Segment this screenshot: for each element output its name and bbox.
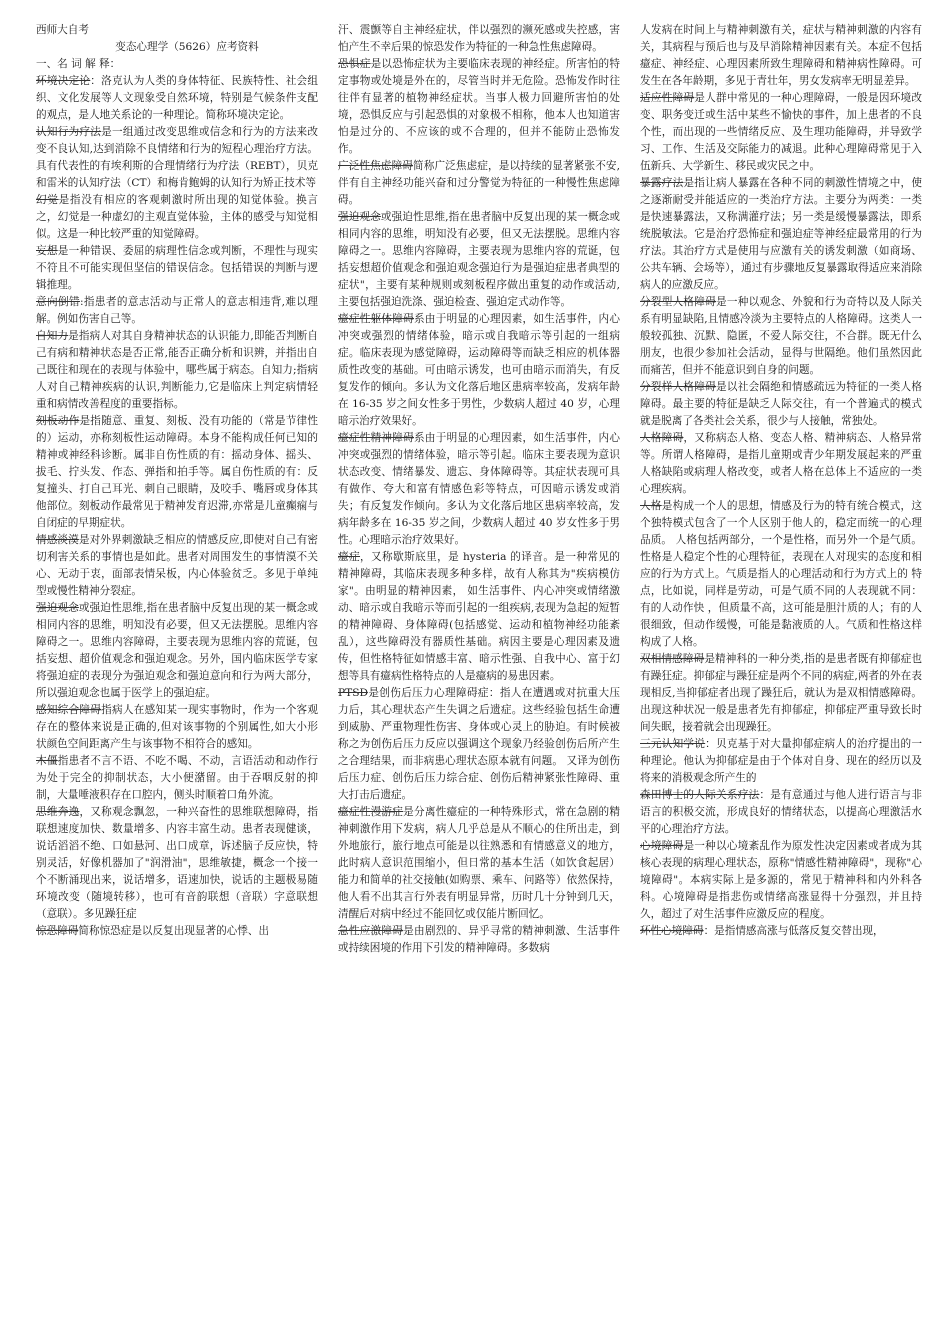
definition-text: 是由剧烈的、异乎寻常的精神刺激、生活事件或持续困境的作用下引发的精神障碍。多数病 bbox=[338, 925, 620, 954]
definition-entry bbox=[338, 804, 620, 923]
definition-text: 或强迫性思维,指在患者脑中反复出现的某一概念或相同内容的思维，明知没有必要，但又无法摆脱。思维内容障碍之一。思维内容障碍，主要表现为思维内容的荒诞，包括妄想、超价值观念和强迫观念。另外，国内临床医学专家将强迫症的表现分为强迫观念和强迫意向和行为两大部分，所以强迫观念也属于医学上的强迫症。 bbox=[36, 602, 318, 699]
definition-entry bbox=[36, 124, 318, 192]
definition-term: 强迫观念 bbox=[36, 602, 79, 614]
definition-text: 是构成一个人的思想，情感及行为的特有统合模式，这个独特模式包含了一个人区别于他人的，稳定而统一的心理品质。 人格包括两部分，一个是性格，而另外一个是气质。性格是人稳定个性的心理特征，表现在人对现实的态度和相应的行为方式上。气质是指人的心理活动和行为方式上的 特点，比如说，同样是劳动，可是气质不同的人表现就不同：有的人动作快 ，但质量不高，这可能是胆汁质的人；有的人很细致，但动作缓慢，可能是黏液质的人。气质和性格这样构成了人格。 bbox=[640, 500, 922, 648]
definition-text: :指患者的意志活动与正常人的意志相违背,难以理解。例如伤害自己等。 bbox=[36, 296, 318, 325]
definition-term: 急性应激障碍 bbox=[338, 925, 404, 937]
definition-term: 环性心境障碍 bbox=[640, 925, 704, 937]
definition-term: 癔症性精神障碍 bbox=[338, 432, 414, 444]
definition-text: ：贝克基于对大量抑郁症病人的治疗提出的一种理论。他认为抑郁症是由于个体对自身、现在的经历以及将来的消极观念所产生的 bbox=[640, 738, 922, 784]
definition-text: 是指没有相应的客观刺激时所出现的知觉体验。换言之，幻觉是一种虚幻的主观直觉体验，主体的感受与知觉相似。这是一种比较严重的知觉障碍。 bbox=[36, 194, 318, 240]
definition-text: 指病人在感知某一现实事物时，作为一个客观存在的整体来说是正确的,但对该事物的个别属性,如大小形状颜色空间距离产生与该事物不相符合的感知。 bbox=[36, 704, 318, 750]
definition-text: 是指病人对其自身精神状态的认识能力,即能否判断自己有病和精神状态是否正常,能否正确分析和识辨，并指出自己既往和现在的表现与体验中，哪些属于病态。自知力;指病人对自己精神疾病的认识,判断能力,它是临床上判定病情轻重和病情改善程度的重要指标。 bbox=[36, 330, 318, 410]
definition-text: 是以社会隔绝和情感疏远为特征的一类人格障碍。最主要的特征是缺乏人际交往，有一个普遍式的模式就是脱离了各类社会关系，很少与人接触，常独处。 bbox=[640, 381, 922, 427]
definition-entry bbox=[338, 22, 620, 56]
section-heading: 一、名 词 解 释： bbox=[36, 58, 121, 70]
definition-entry bbox=[640, 736, 922, 787]
definition-text: 是一种以心境紊乱作为原发性决定因素或者成为其核心表现的病理心理状态，原称"情感性精神障碍"，现称"心境障碍"。本病实际上是多源的，常见于精神科和内外科各科。心境障碍是指悲伤或情绪高涨显得十分强烈，并且持久，超过了对生活事件应激反应的程度。 bbox=[640, 840, 922, 920]
definition-term: 强迫观念 bbox=[338, 211, 381, 223]
definition-term: 人格 bbox=[640, 500, 662, 512]
document-page bbox=[36, 22, 922, 1322]
definition-term: 癔症性漫游症 bbox=[338, 806, 404, 818]
definition-text: 是一种错误、委屈的病理性信念或判断，不理性与现实不符且不可能实现但坚信的错误信念。包括错误的判断与逻辑推理。 bbox=[36, 245, 318, 291]
definition-text: 汗、震颤等自主神经症状，伴以强烈的濒死感或失控感，害怕产生不幸后果的惊恐发作为特征的一种急性焦虑障碍。 bbox=[338, 24, 620, 53]
definition-term: 刻板动作 bbox=[36, 415, 80, 427]
definition-term: 森田博士的人际关系疗法 bbox=[640, 789, 760, 801]
definition-text: 是以恐怖症状为主要临床表现的神经症。所害怕的特定事物或处境是外在的，尽管当时并无危险。恐怖发作时往往伴有显著的植物神经症状。当事人极力回避所害怕的处境，恐惧反应与引起恐惧的对象极不相称，他本人也知道害怕是过分的、不应该的或不合理的，但并不能防止恐怖发作。 bbox=[338, 58, 620, 155]
definition-text: 是一组通过改变思维或信念和行为的方法来改变不良认知,达到消除不良情绪和行为的短程心理治疗方法。具有代表性的有埃利斯的合理情绪行为疗法（REBT），贝克和雷米的认知疗法（CT）和梅肯鲍姆的认知行为矫正技术等 bbox=[36, 126, 318, 189]
definition-text: 简称惊恐症是以反复出现显著的心悸、出 bbox=[78, 925, 270, 937]
definition-text: 是指随意、重复、刻板、没有功能的（常是节律性的）运动，亦称刻板性运动障碍。本身不能构成任何已知的精神或神经科诊断。属非自伤性质的有：摇动身体、摇头、拔毛、拧头发、作态、弹指和拍手等。属自伤性质的有：反复撞头、打自己耳光、刺自己眼睛，及咬手、嘴唇或身体其他部位。刻板动作最常见于精神发育迟滞,亦常是儿童癫痫与自闭症的早期症状。 bbox=[36, 415, 318, 529]
definition-entry bbox=[36, 243, 318, 294]
document-title: 变态心理学（5626）应考资料 bbox=[115, 41, 259, 53]
definition-term: 情感淡漠 bbox=[36, 534, 79, 546]
definition-entry bbox=[338, 549, 620, 685]
definition-entry bbox=[36, 923, 318, 940]
definition-text: 系由于明显的心理因素，如生活事件，内心冲突或强烈的情绪体验，暗示或自我暗示等引起的一组病症。临床表现为感觉障碍，运动障碍等而缺乏相应的机体器质性改变的基础。可由暗示诱发，也可由暗示而消失，有反复发作的倾向。多认为文化落后地区患病率较高，发病年龄在 16-35 岁之间女性多于男性，少数病人超过 40 岁，心理暗示治疗效果好。 bbox=[338, 313, 620, 427]
definition-term: 自知力 bbox=[36, 330, 69, 342]
text-column-3 bbox=[640, 22, 922, 1322]
definition-entry bbox=[338, 311, 620, 430]
definition-entry bbox=[640, 430, 922, 498]
definition-term: 三元认知学说 bbox=[640, 738, 706, 750]
definition-term: 癔症性躯体障碍 bbox=[338, 313, 414, 325]
definition-term: 分裂样人格障碍 bbox=[640, 381, 716, 393]
definition-text: ：是指情感高涨与低落反复交替出现， bbox=[703, 925, 884, 937]
definition-term: 心境障碍 bbox=[640, 840, 684, 852]
definition-text: 是精神科的一种分类,指的是患者既有抑郁症也有躁狂症。抑郁症与躁狂症是两个不同的病症,两者的外在表现相反,当抑郁症者出现了躁狂后，就认为是双相情感障碍。 出现这种状况一般是患者先有抑郁症，抑郁症严重导致长时间失眠，接着就会出现躁狂。 bbox=[640, 653, 922, 733]
definition-term: 恐惧症 bbox=[338, 58, 371, 70]
definition-term: PTSD bbox=[338, 687, 368, 699]
definition-entry bbox=[338, 158, 620, 209]
definition-entry bbox=[640, 90, 922, 175]
definition-entry bbox=[338, 430, 620, 549]
school-header: 西师大自考 bbox=[36, 24, 89, 36]
text-column-1 bbox=[36, 22, 318, 1322]
definition-text: 是分离性癔症的一种特殊形式，常在急剧的精神刺激作用下发病，病人几乎总是从不顺心的住所出走，到外地旅行，旅行地点可能是以往熟悉和有情感意义的地方，此时病人意识范围缩小，但日常的基本生活（如饮食起居）能力和简单的社交接触(如购票、乘车、问路等）依然保持，他人看不出其言行外表有明显异常，历时几十分钟到几天，清醒后对病中经过不能回忆或仅能片断回忆。 bbox=[338, 806, 620, 920]
definition-entry bbox=[640, 379, 922, 430]
definition-text: 是人群中常见的一种心理障碍，一般是因环境改变、职务变迁或生活中某些不愉快的事件，加上患者的不良个性，而出现的一些情绪反应、及生理功能障碍，并导致学习、工作、生活及交际能力的减退。此种心理障碍常见于入伍新兵、大学新生、移民或灾民之中。 bbox=[640, 92, 922, 172]
definition-text: ，又称歇斯底里，是 hysteria 的译音。是一种常见的精神障碍，其临床表现多种多样，故有人称其为"疾病模仿家"。由明显的精神因素， 如生活事件、内心冲突或情绪激动、暗示或自我暗示等而引起的一组疾病,表现为急起的短暂的精神障碍、身体障碍(包括感觉、运动和植物神经功能紊乱），这些障碍没有器质性基础。病因主要是心理因素及遗传，但性格特征如情感丰富、暗示性强、自我中心、富于幻想等具有癔病性格特点的人是癔病的易患因素。 bbox=[338, 551, 620, 682]
definition-term: 癔症 bbox=[338, 551, 361, 563]
definition-term: 双相情感障碍 bbox=[640, 653, 705, 665]
definition-entry bbox=[36, 192, 318, 243]
definition-term: 意向倒错 bbox=[36, 296, 80, 308]
definition-entry bbox=[36, 804, 318, 923]
definition-entry bbox=[338, 56, 620, 158]
definition-entry bbox=[338, 923, 620, 957]
text-column-2 bbox=[338, 22, 620, 1322]
definition-entry bbox=[36, 702, 318, 753]
definition-entry bbox=[36, 328, 318, 413]
definition-entry bbox=[640, 923, 922, 940]
definition-entry bbox=[36, 753, 318, 804]
definition-text: 指患者不言不语、不吃不喝、不动，言语活动和动作行为处于完全的抑制状态，大小便潴留。由于吞咽反射的抑制，大量唾液积存在口腔内，侧头时顺着口角外流。 bbox=[36, 755, 318, 801]
definition-entry bbox=[338, 685, 620, 804]
definition-entry bbox=[36, 532, 318, 600]
definition-term: 广泛性焦虑障碍 bbox=[338, 160, 414, 172]
definition-entry bbox=[36, 600, 318, 702]
definition-text: 系由于明显的心理因素，如生活事件，内心冲突或强烈的情绪体验，暗示等引起。临床主要表现为意识状态改变、情绪暴发、遗忘、身体障碍等。其症状表现可具有做作、夸大和富有情感色彩等特点，可因暗示诱发或消失；有反复发作倾向。多认为文化落后地区患病率较高，发病年龄多在 16-35 岁之间，少数病人超过 40 岁女性多于男性。心理暗示治疗效果好。 bbox=[338, 432, 620, 546]
definition-entry bbox=[640, 498, 922, 651]
definition-term: 妄想 bbox=[36, 245, 58, 257]
definition-text: 人发病在时间上与精神刺激有关，症状与精神刺激的内容有关，其病程与预后也与及早消除精神因素有关。本症不包括癔症、神经症、心理因素所致生理障碍和精神病性障碍。可发生在各年龄期，多见于青壮年，男女发病率无明显差异。 bbox=[640, 24, 922, 87]
definition-entry bbox=[36, 73, 318, 124]
definition-term: 分裂型人格障碍 bbox=[640, 296, 716, 308]
definition-entry bbox=[640, 294, 922, 379]
definition-entry bbox=[338, 209, 620, 311]
definition-term: 人格障碍 bbox=[640, 432, 684, 444]
definition-text: 是对外界刺激缺乏相应的情感反应,即使对自己有密切利害关系的事情也是如此。患者对周围发生的事情漠不关心、无动于衷，面部表情呆板，内心体验贫乏。多见于单纯型或慢性精神分裂症。 bbox=[36, 534, 318, 597]
definition-text: ，又称观念飘忽，一种兴奋性的思维联想障碍，指联想速度加快、数量增多、内容丰富生动。患者表现健谈，说话滔滔不绝、口如悬河、出口成章，诉述脑子反应快，特别灵活，好像机器加了"润滑油"，思维敏捷，概念一个接一个不断涌现出来，说话增多，语速加快，说话的主题极易随环境改变（随境转移），也可有音韵联想（音联）字意联想（意联）。多见躁狂症 bbox=[36, 806, 318, 920]
definition-term: 感知综合障碍 bbox=[36, 704, 102, 716]
definition-entry bbox=[640, 175, 922, 294]
definition-term: 认知行为疗法 bbox=[36, 126, 102, 138]
definition-term: 环境决定论 bbox=[36, 75, 91, 87]
definition-entry bbox=[36, 413, 318, 532]
definition-entry bbox=[640, 838, 922, 923]
definition-entry bbox=[36, 294, 318, 328]
definition-term: 幻觉 bbox=[36, 194, 59, 206]
definition-text: 是一种以观念、外貌和行为奇特以及人际关系有明显缺陷,且情感冷淡为主要特点的人格障碍。这类人一般较孤独、沉默、隐匿，不爱人际交往，不合群。既无什么朋友，也很少参加社会活动，显得与世隔绝。他们虽然因此而痛苦，但并不能意识到自身的问题。 bbox=[640, 296, 922, 376]
definition-term: 思维奔逸 bbox=[36, 806, 80, 818]
definition-text: 或强迫性思维,指在患者脑中反复出现的某一概念或相同内容的思维，明知没有必要，但又无法摆脱。思维内容障碍之一。思维内容障碍，主要表现为思维内容的荒诞，包括妄想超价值观念和强迫观念强迫行为是强迫症患者典型的症状"，主要有某种规则或刻板程序做出重复的动作或活动,主要包括强迫洗涤、强迫检查、强迫定式动作等。 bbox=[338, 211, 620, 308]
definition-term: 木僵 bbox=[36, 755, 58, 767]
definition-text: 简称广泛焦虑症，是以持续的显著紧张不安,伴有自主神经功能兴奋和过分警觉为特征的一种慢性焦虑障碍。 bbox=[338, 160, 620, 206]
definition-text: ，又称病态人格、变态人格、精神病态、人格异常等。所谓人格障碍，是指儿童期或青少年期发展起来的严重人格缺陷或病理人格改变，或者人格在总体上不适应的一类心理疾病。 bbox=[640, 432, 922, 495]
definition-text: 是指让病人暴露在各种不同的刺激性情境之中，使之逐渐耐受并能适应的一类治疗方法。主要分为两类：一类是快速暴露法，又称满灌疗法；另一类是缓慢暴露法，即系统脱敏法。它是治疗恐怖症和强迫症等神经症最常用的行为疗法。其治疗方式是使用与应激有关的诱发刺激（如商场、公共车辆、会场等），通过有步骤地反复暴露取得适应来消除病人的应激反应。 bbox=[640, 177, 922, 291]
definition-term: 适应性障碍 bbox=[640, 92, 695, 104]
definition-entry bbox=[640, 787, 922, 838]
definition-term: 暴露疗法 bbox=[640, 177, 684, 189]
definition-term: 惊恐障碍 bbox=[36, 925, 79, 937]
definition-text: ：洛克认为人类的身体特征、民族特性、社会组织、文化发展等人文现象受自然环境，特别是气候条件支配的观点，是人地关系论的一种理论。简称环境决定论。 bbox=[36, 75, 318, 121]
definition-entry bbox=[640, 651, 922, 736]
definition-text: ：是有意通过与他人进行语言与非语言的积极交流，形成良好的情绪状态，以提高心理激活水平的心理治疗方法。 bbox=[640, 789, 922, 835]
definition-entry bbox=[640, 22, 922, 90]
definition-text: 是创伤后压力心理障碍症：指人在遭遇或对抗重大压力后，其心理状态产生失调之后遗症。这些经验包括生命遭到威胁、严重物理性伤害、身体或心灵上的胁迫。有时候被称之为创伤后压力反应以强调这个现象乃经验创伤后所产生之合理结果，而非病患心理状态原本就有问题。 又译为创伤后压力症、创伤后压力综合症、创伤后精神紧张性障碍、重大打击后遗症。 bbox=[338, 687, 620, 801]
